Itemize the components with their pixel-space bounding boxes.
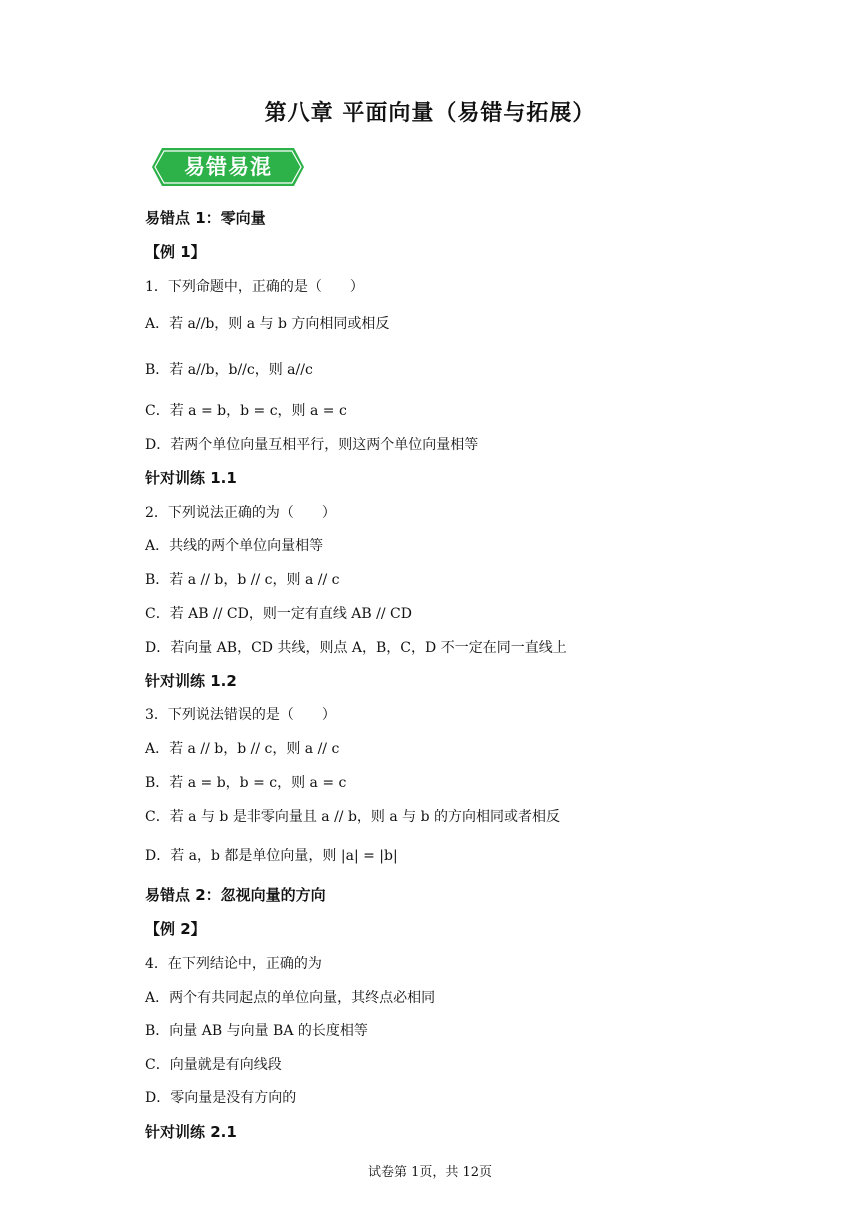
question-stem: 3．下列说法错误的是（ ） <box>145 707 336 723</box>
error-point-heading: 易错点 2：忽视向量的方向 <box>145 886 326 904</box>
option-line: D．若向量 AB，CD 共线，则点 A，B，C，D 不一定在同一直线上 <box>145 640 567 656</box>
option-line: D．若 a，b 都是单位向量，则 |a| = |b| <box>145 848 398 864</box>
example-heading: 【例 1】 <box>145 243 206 261</box>
banner-label: 易错易混 <box>184 155 272 179</box>
option-line: B．向量 AB 与向量 BA 的长度相等 <box>145 1023 368 1039</box>
error-point-heading: 易错点 1：零向量 <box>145 209 266 227</box>
option-line: A．若 a // b，b // c，则 a // c <box>145 741 340 757</box>
option-line: C．若 AB // CD，则一定有直线 AB // CD <box>145 606 412 622</box>
option-line: A．共线的两个单位向量相等 <box>145 538 324 554</box>
example-heading: 【例 2】 <box>145 920 206 938</box>
page-title: 第八章 平面向量（易错与拓展） <box>264 101 596 126</box>
practice-heading: 针对训练 1.1 <box>145 469 237 487</box>
option-line: B．若 a = b，b = c，则 a = c <box>145 775 347 791</box>
practice-heading: 针对训练 1.2 <box>145 672 237 690</box>
option-line: B．若 a//b，b//c，则 a//c <box>145 362 313 378</box>
option-line: B．若 a // b，b // c，则 a // c <box>145 572 340 588</box>
option-line: A．若 a//b，则 a 与 b 方向相同或相反 <box>145 316 390 332</box>
page-footer: 试卷第 1页，共 12页 <box>367 1165 493 1180</box>
question-stem: 4．在下列结论中，正确的为 <box>145 956 322 972</box>
option-line: C．若 a 与 b 是非零向量且 a // b，则 a 与 b 的方向相同或者相反 <box>145 809 561 825</box>
option-line: D．零向量是没有方向的 <box>145 1090 297 1106</box>
practice-heading: 针对训练 2.1 <box>145 1123 237 1141</box>
question-stem: 2．下列说法正确的为（ ） <box>145 505 336 521</box>
option-line: A．两个有共同起点的单位向量，其终点必相同 <box>145 990 436 1006</box>
question-stem: 1．下列命题中，正确的是（ ） <box>145 279 364 295</box>
option-line: D．若两个单位向量互相平行，则这两个单位向量相等 <box>145 437 479 453</box>
option-line: C．向量就是有向线段 <box>145 1057 282 1073</box>
option-line: C．若 a = b，b = c，则 a = c <box>145 403 347 419</box>
section-banner <box>152 148 304 186</box>
